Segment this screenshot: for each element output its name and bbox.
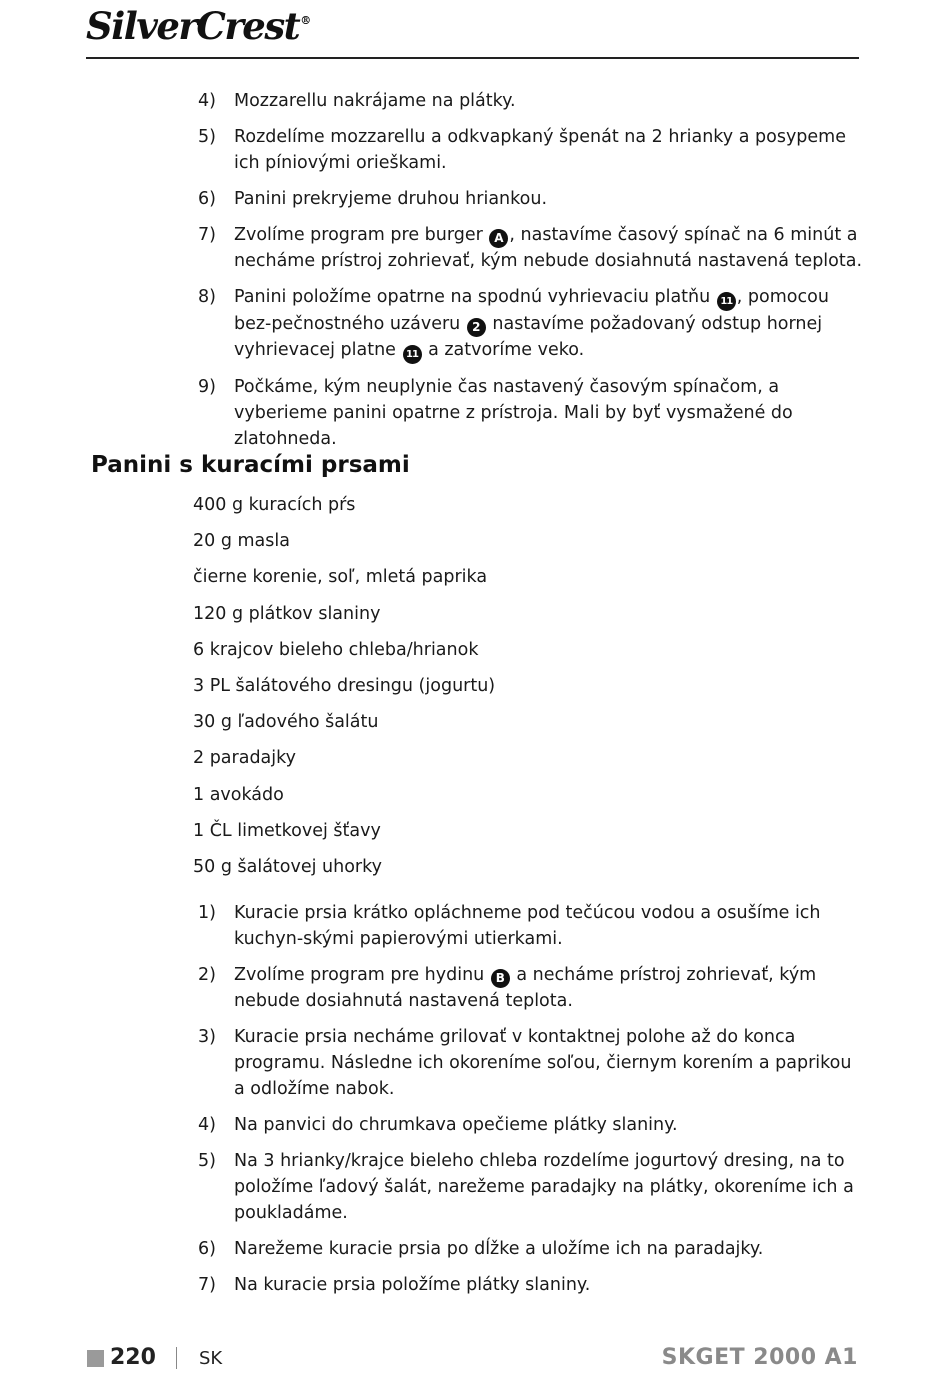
instruction-step xyxy=(0,124,864,176)
step-text-segment: Zvolíme program pre burger xyxy=(234,225,489,245)
ingredient-item: 400 g kuracích pŕs xyxy=(193,495,356,515)
registered-mark: ® xyxy=(300,14,310,27)
step-text-segment: Panini položíme opatrne na spodnú vyhrievaciu platňu xyxy=(234,287,716,307)
ingredient-item: 1 avokádo xyxy=(193,784,284,805)
step-text xyxy=(234,1112,864,1138)
instruction-step xyxy=(0,374,864,452)
brand-logo xyxy=(86,4,310,48)
ingredient-item: 6 krajcov bieleho chleba/hrianok xyxy=(193,639,479,660)
step-text-segment: Kuracie prsia necháme grilovať v kontaktnej polohe až do konca programu. Následne ich okoreníme soľou, čiernym korením a paprikou a odložíme nabok. xyxy=(234,1027,852,1099)
footer-square-icon xyxy=(87,1350,104,1367)
step-text xyxy=(234,374,864,452)
step-number: 3) xyxy=(198,1027,216,1047)
ingredient-item: 20 g masla xyxy=(193,531,290,552)
instruction-list-bottom xyxy=(0,900,950,1308)
instruction-step xyxy=(0,1112,864,1138)
step-text xyxy=(234,88,864,114)
step-number: 7) xyxy=(198,225,216,245)
instruction-step xyxy=(0,222,864,274)
step-text xyxy=(234,1272,864,1298)
step-number: 5) xyxy=(198,1151,216,1171)
instruction-step xyxy=(0,284,864,364)
step-number: 1) xyxy=(198,903,216,923)
brand-name: SilverCrest xyxy=(86,4,300,48)
model-number: SKGET 2000 A1 xyxy=(661,1345,858,1370)
step-text-segment: Na 3 hrianky/krajce bieleho chleba rozdelíme jogurtový dresing, na to položíme ľadový šalát, narežeme paradajky na plátky, okoreníme ich a poukladáme. xyxy=(234,1151,854,1223)
step-number: 8) xyxy=(198,287,216,307)
step-text-segment: Zvolíme program pre hydinu xyxy=(234,965,490,985)
ingredient-item: čierne korenie, soľ, mletá paprika xyxy=(193,567,488,588)
reference-badge-icon: 11 xyxy=(403,345,422,364)
ingredient-item: 120 g plátkov slaniny xyxy=(193,603,381,624)
step-number: 6) xyxy=(198,1239,216,1259)
step-text-segment: , nastavíme časový spínač na 6 minút a necháme prístroj zohrievať, kým nebude dosiahnutá nastavená teplota. xyxy=(234,225,863,271)
step-text xyxy=(234,222,864,274)
instruction-step xyxy=(0,88,864,114)
step-text xyxy=(234,962,864,1014)
step-text-segment: Na panvici do chrumkava opečieme plátky slaniny. xyxy=(234,1115,678,1135)
reference-badge-icon: B xyxy=(491,969,510,988)
step-text-segment: a zatvoríme veko. xyxy=(422,340,585,360)
step-text xyxy=(234,186,864,212)
step-number: 5) xyxy=(198,127,216,147)
instruction-step xyxy=(0,1236,864,1262)
instruction-step xyxy=(0,1148,864,1226)
step-text xyxy=(234,1236,864,1262)
step-text-segment: Počkáme, kým neuplynie čas nastavený časovým spínačom, a vyberieme panini opatrne z prístroja. Mali by byť vysmažené do zlatohneda. xyxy=(234,377,793,449)
step-text-segment: a necháme prístroj zohrievať, kým nebude dosiahnutá nastavená teplota. xyxy=(234,965,817,1011)
section-title: Panini s kuracími prsami xyxy=(91,452,410,478)
ingredient-item: 50 g šalátovej uhorky xyxy=(193,856,382,877)
step-text-segment: Panini prekryjeme druhou hriankou. xyxy=(234,189,548,209)
step-text-segment: Na kuracie prsia položíme plátky slaniny. xyxy=(234,1275,591,1295)
step-number: 4) xyxy=(198,91,216,111)
header-rule xyxy=(86,57,859,59)
step-text-segment: nastavíme požadovaný odstup hornej vyhrievacej platne xyxy=(234,314,823,360)
step-number: 2) xyxy=(198,965,216,985)
step-text xyxy=(234,900,864,952)
step-text-segment: Kuracie prsia krátko opláchneme pod tečúcou vodou a osušíme ich kuchyn-skými papierovými utierkami. xyxy=(234,903,821,949)
instruction-step xyxy=(0,186,864,212)
step-number: 7) xyxy=(198,1275,216,1295)
step-number: 6) xyxy=(198,189,216,209)
instruction-step xyxy=(0,1024,864,1102)
instruction-step xyxy=(0,900,864,952)
step-text-segment: , pomocou bez-pečnostného uzáveru xyxy=(234,287,829,334)
step-number: 4) xyxy=(198,1115,216,1135)
instruction-step xyxy=(0,1272,864,1298)
step-text xyxy=(234,284,864,364)
step-text-segment: Mozzarellu nakrájame na plátky. xyxy=(234,91,516,111)
step-number: 9) xyxy=(198,377,216,397)
step-text xyxy=(234,1024,864,1102)
instruction-list-top xyxy=(0,88,950,462)
step-text-segment: Rozdelíme mozzarellu a odkvapkaný špenát na 2 hrianky a posypeme ich píniovými orieškami. xyxy=(234,127,846,173)
ingredient-item: 30 g ľadového šalátu xyxy=(193,712,379,733)
reference-badge-icon: 11 xyxy=(717,292,736,311)
reference-badge-icon: 2 xyxy=(467,318,486,337)
ingredient-item: 1 ČL limetkovej šťavy xyxy=(193,820,381,841)
reference-badge-icon: A xyxy=(489,229,508,248)
step-text-segment: Narežeme kuracie prsia po dĺžke a uložíme ich na paradajky. xyxy=(234,1239,764,1259)
ingredient-list xyxy=(193,492,495,890)
page-number: 220 xyxy=(110,1345,156,1370)
ingredient-item: 2 paradajky xyxy=(193,748,297,769)
step-text xyxy=(234,1148,864,1226)
language-code: SK xyxy=(199,1348,223,1369)
footer-divider xyxy=(176,1347,177,1369)
ingredient-item: 3 PL šalátového dresingu (jogurtu) xyxy=(193,675,496,696)
step-text xyxy=(234,124,864,176)
instruction-step xyxy=(0,962,864,1014)
